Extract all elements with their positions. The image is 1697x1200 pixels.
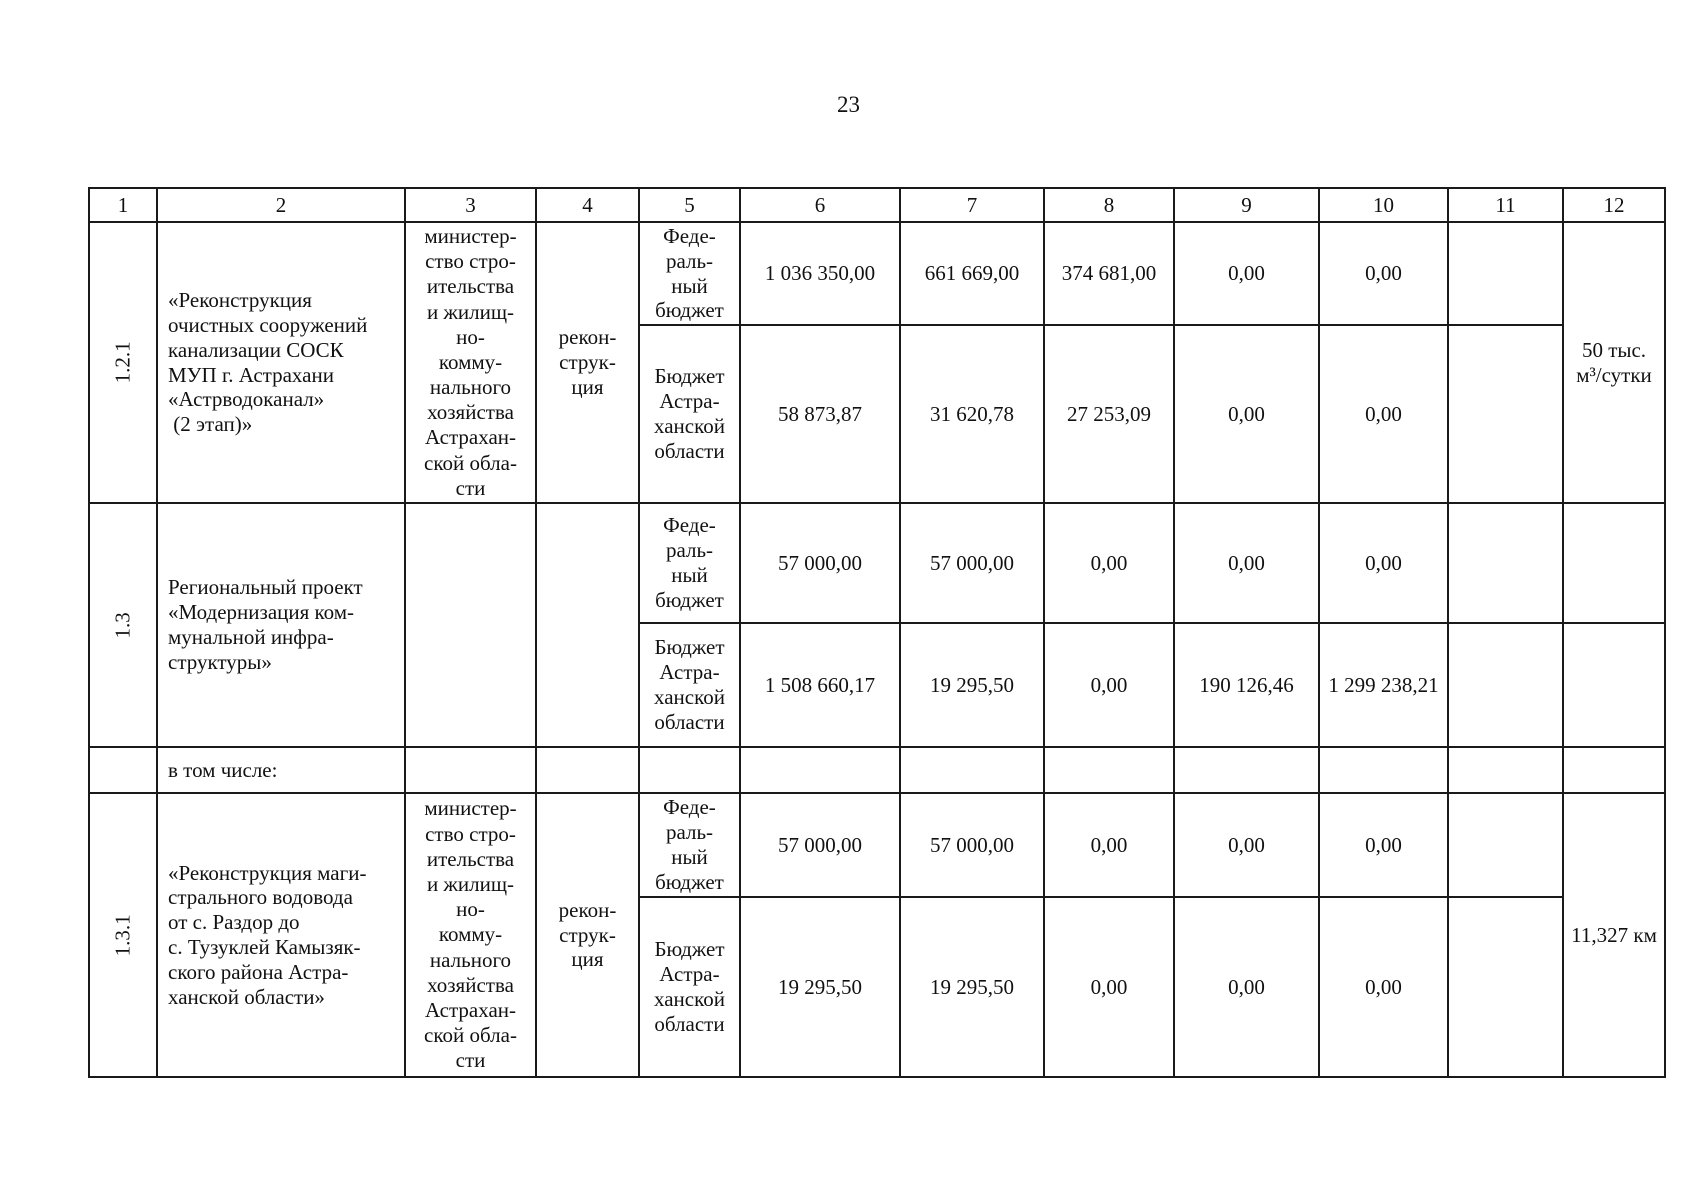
column-number: 1 [89,188,157,222]
text-line: ция [571,374,604,399]
item-name-cell [157,503,405,747]
text-line: рекон- [558,897,617,922]
value-cell: 31 620,78 [900,325,1044,503]
text-line: стрального водовода [168,885,353,910]
empty-cell [1174,747,1319,793]
work-type [540,898,635,972]
text-line: и жилищ- [426,872,515,897]
funding-source-cell [639,793,740,897]
text-line: от с. Раздор до [168,910,300,935]
text-line: области [654,709,725,734]
page-number: 23 [837,92,860,117]
value-cell: 0,00 [1044,793,1174,897]
column-number: 9 [1174,188,1319,222]
value-cell: 0,00 [1174,897,1319,1077]
value-cell: 0,00 [1044,503,1174,623]
text-line: ханской [654,987,725,1011]
value-cell: 19 295,50 [900,623,1044,747]
column-number: 6 [740,188,900,222]
column-number-row [89,188,1665,222]
text-line: мунальной инфра- [168,625,334,649]
text-line: очистных сооружений [168,312,368,337]
indicator-cell [1563,503,1665,623]
text-line: хозяйства [427,972,514,997]
responsible-org-cell [405,503,536,747]
column-number: 11 [1448,188,1563,222]
text-line: раль- [665,248,714,273]
item-name [168,575,401,674]
text-line: ный [671,845,708,869]
text-line: ской обла- [424,450,517,475]
value-cell: 661 669,00 [900,222,1044,325]
text-line: струк- [559,350,616,375]
table-row [89,793,1665,897]
text-line: ный [671,273,708,298]
indicator-cell [1563,222,1665,503]
funding-source [643,224,736,323]
funding-source-cell [639,897,740,1077]
row-id: 1.2.1 [110,341,135,384]
indicator: 11,327 км [1563,793,1665,1077]
text-line: Бюджет [654,937,725,962]
value-cell: 0,00 [1319,897,1448,1077]
text-line: Региональный проект [168,575,363,600]
funding-source-cell [639,325,740,503]
value-cell: 0,00 [1319,325,1448,503]
text-line: бюджет [655,298,724,323]
text-line: (2 этап)» [168,412,253,437]
empty-cell [1044,747,1174,793]
value-cell: 57 000,00 [740,503,900,623]
value-cell: 374 681,00 [1044,222,1174,325]
value-cell: 0,00 [1174,503,1319,623]
text-line: Бюджет [654,635,725,660]
text-line: ство стро- [425,821,516,846]
value-cell: 1 036 350,00 [740,222,900,325]
text-line: раль- [665,820,714,845]
responsible-org [409,224,532,501]
item-name [168,861,401,1010]
text-line: ской обла- [424,1023,517,1048]
value-cell [1448,897,1563,1077]
value-cell: 0,00 [1174,222,1319,325]
text-line: Астрахан- [425,425,516,450]
text-line: м³/сутки [1576,362,1652,387]
text-line: ительства [426,274,515,299]
text-line: нального [429,947,512,972]
work-type-cell [536,222,639,503]
text-line: нального [429,375,512,400]
funding-source [643,513,736,612]
empty-cell [740,747,900,793]
value-cell [1448,503,1563,623]
column-number: 2 [157,188,405,222]
program-table [88,187,1666,1078]
value-cell: 57 000,00 [900,503,1044,623]
column-number: 3 [405,188,536,222]
text-line: «Реконструкция маги- [168,860,367,885]
value-cell: 1 299 238,21 [1319,623,1448,747]
value-cell: 0,00 [1319,222,1448,325]
text-line: Астра- [659,962,720,987]
text-line: структуры» [168,649,272,674]
including-label: в том числе: [157,747,405,793]
responsible-org-cell [405,222,536,503]
text-line: рекон- [558,325,617,350]
text-line: бюджет [655,869,724,894]
text-line: 50 тыс. [1581,337,1647,362]
funding-source-cell [639,503,740,623]
value-cell: 190 126,46 [1174,623,1319,747]
text-line: «Модернизация ком- [168,600,355,625]
responsible-org [409,796,532,1073]
funding-source [643,364,736,463]
value-cell: 27 253,09 [1044,325,1174,503]
item-name-cell [157,793,405,1077]
text-line: сти [455,475,486,500]
text-line: ского района Астра- [168,959,349,984]
text-line: комму- [438,922,503,947]
value-cell: 0,00 [1174,325,1319,503]
text-line: Бюджет [654,364,725,389]
row-id-cell [89,793,157,1077]
row-id-cell [89,503,157,747]
column-number: 12 [1563,188,1665,222]
text-line: «Реконструкция [168,288,312,313]
empty-cell [1448,747,1563,793]
funding-source-cell [639,623,740,747]
text-line: Феде- [663,795,716,820]
work-type-cell [536,503,639,747]
work-type [540,325,635,399]
text-line: Феде- [663,223,716,248]
value-cell: 0,00 [1319,503,1448,623]
text-line: комму- [438,349,503,374]
table-row [89,222,1665,325]
indicator [1567,338,1661,388]
text-line: МУП г. Астрахани [168,362,334,387]
text-line: струк- [559,922,616,947]
column-number: 4 [536,188,639,222]
value-cell: 0,00 [1044,623,1174,747]
empty-cell [89,747,157,793]
empty-cell [536,747,639,793]
text-line: министер- [424,796,517,821]
text-line: и жилищ- [426,299,515,324]
table-row [89,503,1665,623]
text-line: хозяйства [427,400,514,425]
row-id-cell [89,222,157,503]
value-cell [1448,222,1563,325]
text-line: ханской [654,685,725,709]
text-line: ханской [654,414,725,438]
work-type-cell [536,793,639,1077]
value-cell [1448,325,1563,503]
text-line: министер- [424,223,517,248]
empty-cell [639,747,740,793]
text-line: Феде- [663,513,716,538]
value-cell: 19 295,50 [900,897,1044,1077]
text-line: сти [455,1048,486,1073]
funding-source [643,937,736,1036]
indicator-cell [1563,623,1665,747]
column-number: 8 [1044,188,1174,222]
text-line: с. Тузуклей Камызяк- [168,935,361,959]
text-line: Астра- [659,389,720,414]
text-line: ство стро- [425,249,516,274]
value-cell: 0,00 [1319,793,1448,897]
row-id: 1.3 [110,611,135,639]
empty-cell [1319,747,1448,793]
funding-source [643,635,736,734]
column-number: 10 [1319,188,1448,222]
text-line: «Астрводоканал» [168,387,325,412]
value-cell: 57 000,00 [900,793,1044,897]
funding-source-cell [639,222,740,325]
empty-cell [405,747,536,793]
value-cell: 58 873,87 [740,325,900,503]
value-cell: 1 508 660,17 [740,623,900,747]
column-number: 7 [900,188,1044,222]
value-cell [1448,793,1563,897]
text-line: но- [456,324,485,349]
text-line: канализации СОСК [168,337,344,362]
text-line: области [654,1011,725,1036]
value-cell [1448,623,1563,747]
text-line: ция [571,947,604,972]
text-line: ительства [426,846,515,871]
row-id: 1.3.1 [110,913,135,956]
table-row [89,747,1665,793]
value-cell: 19 295,50 [740,897,900,1077]
text-line: Астрахан- [425,997,516,1022]
text-line: бюджет [655,587,724,612]
empty-cell [900,747,1044,793]
text-line: ный [671,563,708,587]
text-line: Астра- [659,660,720,685]
value-cell: 0,00 [1174,793,1319,897]
text-line: области [654,438,725,463]
text-line: ханской области» [168,984,325,1009]
funding-source [643,795,736,894]
empty-cell [1563,747,1665,793]
responsible-org-cell [405,793,536,1077]
column-number: 5 [639,188,740,222]
item-name-cell [157,222,405,503]
value-cell: 57 000,00 [740,793,900,897]
item-name [168,288,401,437]
text-line: раль- [665,538,714,563]
value-cell: 0,00 [1044,897,1174,1077]
text-line: но- [456,897,485,922]
